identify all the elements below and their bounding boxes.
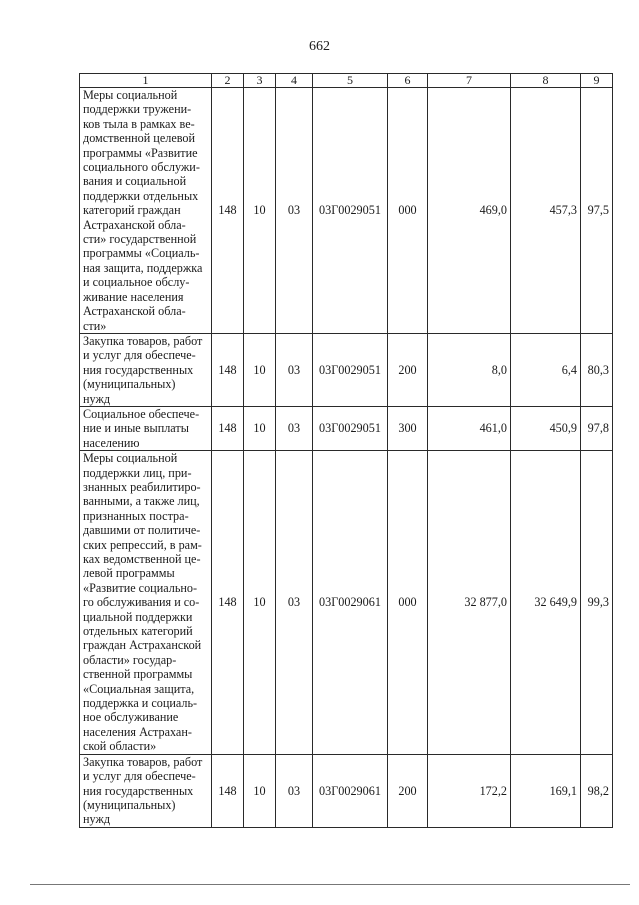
- item-name-line: ственной программы: [83, 667, 193, 682]
- item-name-line: категорий граждан: [83, 203, 181, 218]
- header-cell: 2: [212, 74, 244, 88]
- cell-expense-type: 200: [388, 333, 428, 406]
- item-name-line: ния государственных: [83, 362, 194, 377]
- table-row: [80, 88, 613, 334]
- item-name-line: ния государственных: [83, 783, 194, 798]
- item-name-line: домственной целевой: [83, 131, 196, 146]
- cell-admin-code: 148: [212, 451, 244, 755]
- item-name-line: ванными, а также лиц,: [83, 494, 200, 509]
- item-name-line: Закупка товаров, работ: [83, 333, 203, 348]
- item-name-line: отдельных категорий: [83, 624, 193, 639]
- item-name-line: вания и социальной: [83, 174, 187, 189]
- item-name-line: ние и иные выплаты: [83, 421, 189, 436]
- item-name-line: «Социальная защита,: [83, 681, 195, 696]
- cell-item-name: [80, 333, 212, 406]
- cell-section: 10: [244, 406, 276, 450]
- item-name-line: Астраханской обла-: [83, 304, 186, 319]
- item-name-line: ков тыла в рамках ве-: [83, 116, 195, 131]
- item-name-line: Меры социальной: [83, 88, 178, 102]
- item-name-line: Меры социальной: [83, 451, 178, 466]
- cell-planned: 172,2: [428, 754, 511, 827]
- item-name-line: (муниципальных): [83, 797, 176, 812]
- cell-target-article: 03Г0029051: [313, 406, 388, 450]
- item-name-line: ских репрессий, в рам-: [83, 537, 202, 552]
- cell-target-article: 03Г0029061: [313, 451, 388, 755]
- table-row: [80, 333, 613, 406]
- header-cell: 4: [276, 74, 313, 88]
- cell-planned: 8,0: [428, 333, 511, 406]
- cell-percent: 98,2: [581, 754, 613, 827]
- cell-admin-code: 148: [212, 333, 244, 406]
- cell-percent: 80,3: [581, 333, 613, 406]
- item-name-line: ное обслуживание: [83, 710, 179, 725]
- cell-expense-type: 200: [388, 754, 428, 827]
- header-cell: 6: [388, 74, 428, 88]
- cell-target-article: 03Г0029061: [313, 754, 388, 827]
- item-name-line: поддержки лиц, при-: [83, 465, 192, 480]
- cell-subsection: 03: [276, 451, 313, 755]
- item-name-line: области» государ-: [83, 652, 177, 667]
- item-name-line: сти» государственной: [83, 232, 197, 247]
- cell-target-article: 03Г0029051: [313, 333, 388, 406]
- item-name-line: «Развитие социально-: [83, 580, 198, 595]
- cell-planned: 32 877,0: [428, 451, 511, 755]
- item-name-line: сти»: [83, 318, 107, 333]
- header-cell: 5: [313, 74, 388, 88]
- cell-section: 10: [244, 88, 276, 334]
- item-name-line: и услуг для обеспече-: [83, 769, 196, 784]
- cell-percent: 97,8: [581, 406, 613, 450]
- header-cell: 9: [581, 74, 613, 88]
- cell-subsection: 03: [276, 406, 313, 450]
- cell-percent: 99,3: [581, 451, 613, 755]
- item-name-line: и социальное обслу-: [83, 275, 190, 290]
- item-name-line: нужд: [83, 391, 111, 406]
- cell-admin-code: 148: [212, 88, 244, 334]
- item-name-line: Закупка товаров, работ: [83, 754, 203, 769]
- cell-section: 10: [244, 333, 276, 406]
- item-name-line: Социальное обеспече-: [83, 406, 200, 421]
- cell-admin-code: 148: [212, 754, 244, 827]
- header-cell: 1: [80, 74, 212, 88]
- item-name-line: давшими от политиче-: [83, 523, 201, 538]
- item-name-line: признанных постра-: [83, 508, 189, 523]
- item-name-line: Астраханской обла-: [83, 217, 186, 232]
- header-row: [80, 74, 613, 88]
- page-number: 662: [309, 39, 330, 54]
- table-row: [80, 451, 613, 755]
- table-row: [80, 406, 613, 450]
- item-name-line: населения Астрахан-: [83, 724, 192, 739]
- cell-executed: 32 649,9: [511, 451, 581, 755]
- item-name-line: левой программы: [83, 566, 175, 581]
- bottom-rule: [30, 884, 630, 885]
- header-cell: 3: [244, 74, 276, 88]
- cell-executed: 169,1: [511, 754, 581, 827]
- cell-subsection: 03: [276, 754, 313, 827]
- item-name-line: ской области»: [83, 739, 157, 754]
- item-name-line: (муниципальных): [83, 377, 176, 392]
- item-name-line: живание населения: [83, 289, 184, 304]
- item-name-line: ная защита, поддержка: [83, 260, 203, 275]
- table-body: [80, 88, 613, 828]
- cell-item-name: [80, 406, 212, 450]
- cell-admin-code: 148: [212, 406, 244, 450]
- cell-item-name: [80, 88, 212, 334]
- item-name-line: программы «Развитие: [83, 145, 198, 160]
- item-name-line: поддержки отдельных: [83, 188, 199, 203]
- cell-percent: 97,5: [581, 88, 613, 334]
- item-name-line: граждан Астраханской: [83, 638, 202, 653]
- item-name-line: населению: [83, 435, 140, 450]
- item-name-line: социального обслужи-: [83, 160, 200, 175]
- cell-executed: 450,9: [511, 406, 581, 450]
- item-name-line: поддержки тружени-: [83, 102, 192, 117]
- item-name-line: программы «Социаль-: [83, 246, 200, 261]
- table-row: [80, 754, 613, 827]
- budget-table: [79, 73, 613, 828]
- cell-item-name: [80, 754, 212, 827]
- cell-executed: 457,3: [511, 88, 581, 334]
- cell-planned: 469,0: [428, 88, 511, 334]
- item-name-line: поддержка и социаль-: [83, 696, 198, 711]
- header-cell: 7: [428, 74, 511, 88]
- cell-planned: 461,0: [428, 406, 511, 450]
- cell-section: 10: [244, 754, 276, 827]
- item-name-line: ках ведомственной це-: [83, 552, 201, 566]
- cell-expense-type: 300: [388, 406, 428, 450]
- cell-expense-type: 000: [388, 451, 428, 755]
- item-name-line: го обслуживания и со-: [83, 595, 200, 610]
- cell-item-name: [80, 451, 212, 755]
- item-name-line: циальной поддержки: [83, 609, 193, 624]
- cell-subsection: 03: [276, 88, 313, 334]
- cell-executed: 6,4: [511, 333, 581, 406]
- cell-expense-type: 000: [388, 88, 428, 334]
- item-name-line: знанных реабилитиро-: [83, 479, 201, 494]
- cell-section: 10: [244, 451, 276, 755]
- item-name-line: нужд: [83, 812, 111, 827]
- header-cell: 8: [511, 74, 581, 88]
- item-name-line: и услуг для обеспече-: [83, 348, 196, 363]
- cell-subsection: 03: [276, 333, 313, 406]
- cell-target-article: 03Г0029051: [313, 88, 388, 334]
